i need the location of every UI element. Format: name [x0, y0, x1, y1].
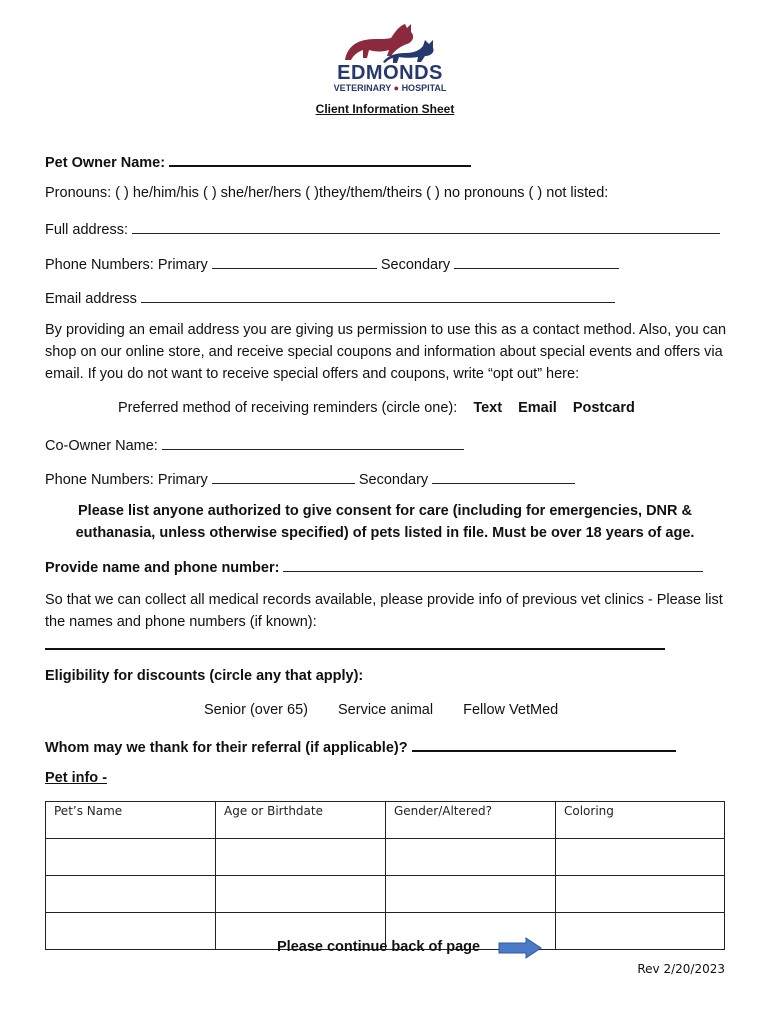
column-header: Gender/Altered? [386, 802, 556, 839]
referral-row [45, 736, 676, 756]
address-label: Full address: [45, 222, 129, 238]
table-row [46, 876, 725, 913]
continue-label: Please continue back of page [277, 939, 481, 955]
phone-secondary-field[interactable] [454, 254, 619, 269]
consent-paragraph: Please list anyone authorized to give consent for care (including for emergencies, DNR & euthanasia, unless otherwise specified) of pets listed in file. Must be over 18 years of age. [75, 503, 695, 541]
table-header-row [46, 802, 725, 839]
coowner-phone-primary-field[interactable] [212, 469, 355, 484]
referral-label: Whom may we thank for their referral (if applicable)? [45, 740, 408, 756]
table-row [46, 839, 725, 876]
discount-option-vetmed[interactable]: Fellow VetMed [463, 702, 559, 718]
coowner-phone-secondary-field[interactable] [432, 469, 575, 484]
owner-label: Pet Owner Name: [45, 155, 166, 171]
table-cell[interactable] [386, 839, 556, 876]
pet-info-table [45, 801, 725, 950]
logo-subtitle [325, 83, 455, 93]
phone-primary-label: Phone Numbers: Primary [45, 257, 208, 273]
provide-field[interactable] [283, 557, 703, 572]
phone-primary-field[interactable] [212, 254, 377, 269]
email-paragraph: By providing an email address you are giving us permission to use this as a contact method. Also, you can shop on our online store, and receive special coupons and information about special events and offers via email. If you do not want to receive special offers and coupons, write “opt out” here: [45, 322, 727, 382]
email-row [45, 288, 615, 307]
revision-date: Rev 2/20/2023 [637, 962, 725, 976]
provide-label: Provide name and phone number: [45, 560, 280, 576]
pet-info-heading: Pet info - [45, 770, 108, 786]
discount-option-senior[interactable]: Senior (over 65) [204, 702, 308, 718]
discount-options [204, 702, 558, 718]
reminder-option-text[interactable]: Text [473, 400, 503, 416]
previous-clinics-paragraph: So that we can collect all medical records available, please provide info of previous vet clinics - Please list the names and phone numbers (if known): [45, 592, 723, 630]
table-cell[interactable] [556, 876, 725, 913]
table-cell[interactable] [46, 876, 216, 913]
pets-silhouette-icon [325, 20, 455, 65]
column-header: Coloring [556, 802, 725, 839]
logo-name: EDMONDS [337, 62, 443, 84]
discounts-label: Eligibility for discounts (circle any that apply): [45, 668, 364, 684]
table-cell[interactable] [216, 876, 386, 913]
paw-icon: ● [393, 83, 400, 93]
phone-row [45, 254, 619, 273]
logo-sub-right: HOSPITAL [401, 83, 447, 93]
owner-row [45, 151, 471, 171]
email-field[interactable] [141, 288, 615, 303]
email-label: Email address [45, 291, 137, 307]
discount-option-service[interactable]: Service animal [338, 702, 434, 718]
phone-secondary-label: Secondary [380, 257, 451, 273]
table-cell[interactable] [46, 839, 216, 876]
coowner-label: Co-Owner Name: [45, 438, 158, 454]
column-header: Pet’s Name [46, 802, 216, 839]
referral-field[interactable] [412, 736, 676, 752]
table-cell[interactable] [46, 913, 216, 950]
hospital-logo [325, 20, 455, 96]
address-row [45, 219, 720, 238]
table-cell[interactable] [216, 839, 386, 876]
coowner-field[interactable] [162, 435, 464, 450]
provide-row [45, 557, 703, 576]
arrow-right-icon [498, 937, 542, 959]
owner-name-field[interactable] [169, 151, 471, 167]
coowner-phone-secondary-label: Secondary [358, 472, 429, 488]
previous-clinics-field[interactable] [45, 648, 665, 650]
address-field[interactable] [132, 219, 720, 234]
form-title: Client Information Sheet [315, 102, 455, 116]
reminders-row [118, 400, 635, 416]
reminder-option-postcard[interactable]: Postcard [572, 400, 635, 416]
column-header: Age or Birthdate [216, 802, 386, 839]
reminders-label: Preferred method of receiving reminders (circle one): [118, 400, 458, 416]
pronouns-line[interactable]: Pronouns: ( ) he/him/his ( ) she/her/hers ( )they/them/theirs ( ) no pronouns ( ) not listed: [45, 185, 609, 201]
reminder-option-email[interactable]: Email [518, 400, 557, 416]
coowner-phone-row [45, 469, 575, 488]
table-cell[interactable] [556, 913, 725, 950]
logo-sub-left: VETERINARY [333, 83, 392, 93]
coowner-phone-primary-label: Phone Numbers: Primary [45, 472, 208, 488]
table-cell[interactable] [556, 839, 725, 876]
table-cell[interactable] [386, 876, 556, 913]
continue-note [277, 939, 480, 955]
coowner-row [45, 435, 464, 454]
